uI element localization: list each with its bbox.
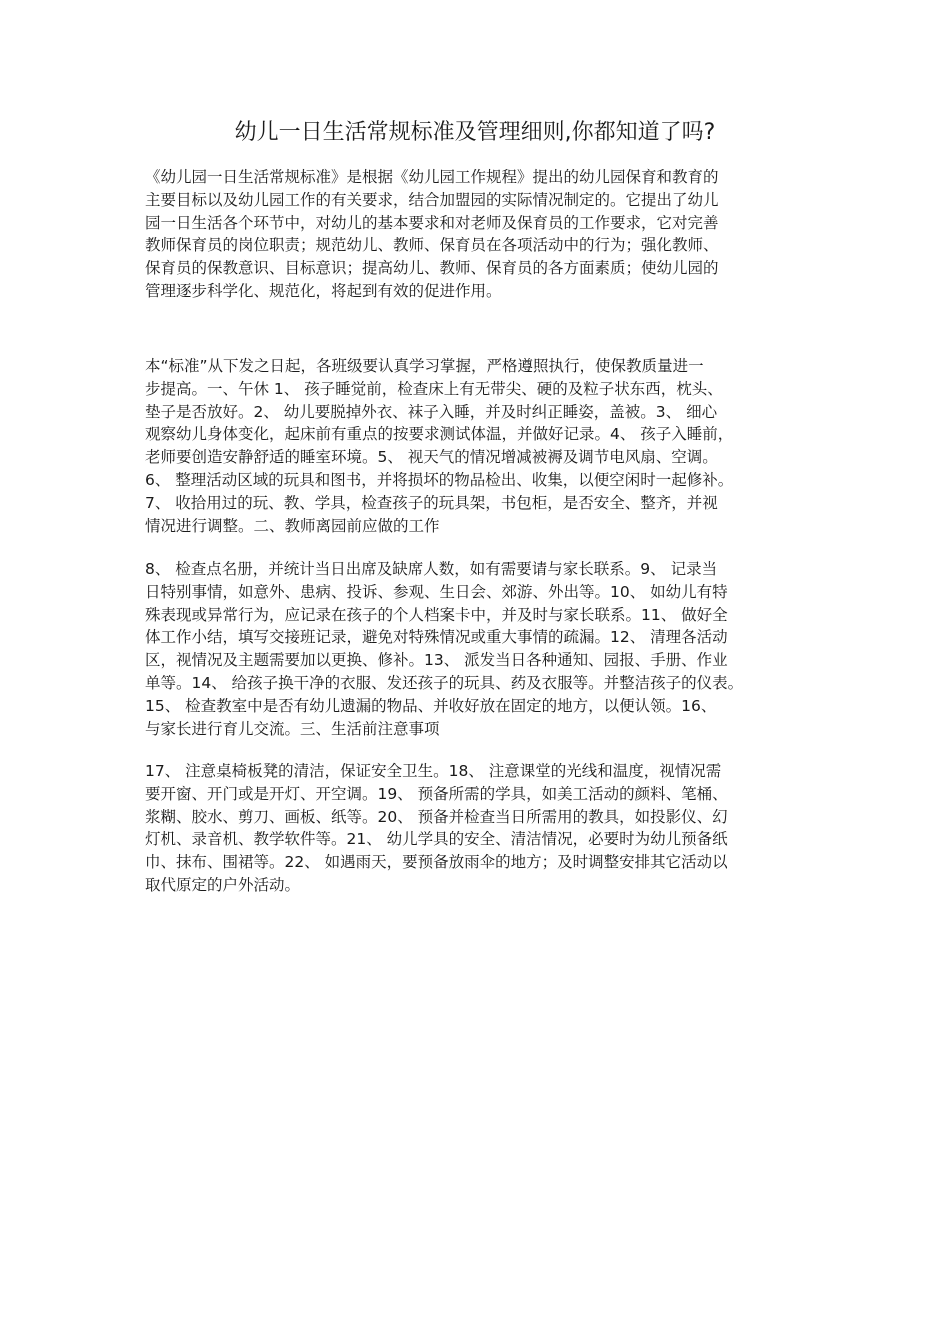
paragraph-line: 体工作小结，填写交接班记录，避免对特殊情况或重大事情的疏漏。12、 清理各活动	[145, 628, 728, 647]
paragraph-line: 日特别事情，如意外、患病、投诉、参观、生日会、郊游、外出等。10、 如幼儿有特	[145, 582, 728, 601]
paragraph-line: 情况进行调整。二、教师离园前应做的工作	[145, 516, 440, 535]
paragraph-line: 保育员的保教意识、目标意识；提高幼儿、教师、保育员的各方面素质；使幼儿园的	[145, 259, 719, 278]
paragraph-line: 8、 检查点名册，并统计当日出席及缺席人数，如有需要请与家长联系。9、 记录当	[145, 560, 718, 578]
paragraph-line: 取代原定的户外活动。	[145, 875, 301, 894]
nap-rules-paragraph	[145, 355, 820, 537]
paragraph-line: 要开窗、开门或是开灯、开空调。19、 预备所需的学具，如美工活动的颜料、笔桶、	[145, 784, 728, 803]
pre-activity-paragraph	[145, 760, 820, 897]
paragraph-line: 主要目标以及幼儿园工作的有关要求，结合加盟园的实际情况制定的。它提出了幼儿	[145, 190, 719, 209]
paragraph-line: 与家长进行育儿交流。三、生活前注意事项	[145, 719, 440, 738]
paragraph-line: 巾、抹布、围裙等。22、 如遇雨天，要预备放雨伞的地方；及时调整安排其它活动以	[145, 853, 728, 872]
leaving-duties-paragraph	[145, 558, 820, 740]
paragraph-line: 灯机、录音机、教学软件等。21、 幼儿学具的安全、清洁情况，必要时为幼儿预备纸	[145, 830, 728, 849]
paragraph-line: 教师保育员的岗位职责；规范幼儿、教师、保育员在各项活动中的行为；强化教师、	[145, 236, 719, 255]
paragraph-line: 浆糊、胶水、剪刀、画板、纸等。20、 预备并检查当日所需用的教具，如投影仪、幻	[145, 807, 728, 826]
paragraph-line: 殊表现或异常行为，应记录在孩子的个人档案卡中，并及时与家长联系。11、 做好全	[145, 605, 728, 624]
paragraph-line: 垫子是否放好。2、 幼儿要脱掉外衣、袜子入睡，并及时纠正睡姿，盖被。3、 细心	[145, 402, 718, 421]
paragraph-line: 步提高。一、午休 1、 孩子睡觉前，检查床上有无带尖、硬的及粒子状东西，枕头、	[145, 379, 723, 398]
paragraph-line: 本“标准”从下发之日起，各班级要认真学习掌握，严格遵照执行，使保教质量进一	[145, 357, 704, 375]
paragraph-line: 区，视情况及主题需要加以更换、修补。13、 派发当日各种通知、园报、手册、作业	[145, 651, 728, 670]
paragraph-line: 园一日生活各个环节中，对幼儿的基本要求和对老师及保育员的工作要求，它对完善	[145, 213, 719, 232]
paragraph-line: 6、 整理活动区域的玩具和图书，并将损坏的物品检出、收集，以便空闲时一起修补。	[145, 470, 734, 489]
paragraph-line: 观察幼儿身体变化，起床前有重点的按要求测试体温，并做好记录。4、 孩子入睡前，	[145, 425, 734, 444]
paragraph-line: 单等。14、 给孩子换干净的衣服、发还孩子的玩具、药及衣服等。并整洁孩子的仪表。	[145, 673, 744, 692]
document-title: 幼儿一日生活常规标准及管理细则,你都知道了吗?	[234, 120, 716, 145]
intro-paragraph	[145, 166, 820, 303]
paragraph-line: 老师要创造安静舒适的睡室环境。5、 视天气的情况增减被褥及调节电风扇、空调。	[145, 448, 718, 467]
paragraph-line: 17、 注意桌椅板凳的清洁，保证安全卫生。18、 注意课堂的光线和温度，视情况需	[145, 762, 722, 780]
paragraph-line: 管理逐步科学化、规范化，将起到有效的促进作用。	[145, 281, 502, 300]
paragraph-line: 15、 检查教室中是否有幼儿遗漏的物品、并收好放在固定的地方，以便认领。16、	[145, 696, 717, 715]
paragraph-line: 《幼儿园一日生活常规标准》是根据《幼儿园工作规程》提出的幼儿园保育和教育的	[145, 168, 719, 186]
paragraph-line: 7、 收拾用过的玩、教、学具，检查孩子的玩具架，书包柜，是否安全、整齐，并视	[145, 493, 718, 512]
